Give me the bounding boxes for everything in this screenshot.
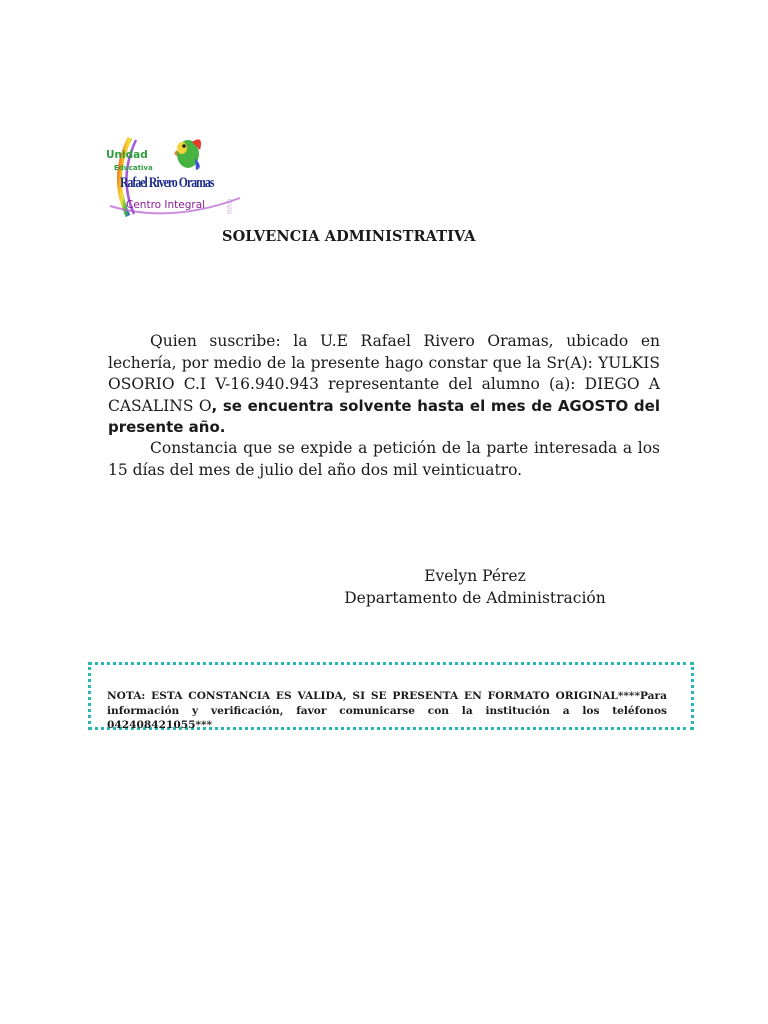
document-title: SOLVENCIA ADMINISTRATIVA	[222, 228, 476, 245]
paragraph-2-text: Constancia que se expide a petición de la parte interesada a los 15 días del mes de julio del año dos mil veinticuatro.	[108, 439, 660, 479]
note-bold: NOTA: ESTA CONSTANCIA ES VALIDA, SI SE PRESENTA EN FORMATO ORIGINAL	[107, 690, 618, 702]
note-rest: ****Para información y verificación, favor comunicarse con la institución a los teléfonos 042408421055***	[107, 690, 667, 731]
body-paragraph-2	[108, 438, 660, 481]
note-box	[88, 662, 694, 730]
paragraph-1-bold-text: , se encuentra solvente hasta el mes de AGOSTO del presente año.	[108, 396, 660, 436]
body-paragraph-1	[108, 331, 660, 439]
parrot-icon	[175, 139, 202, 170]
signature-department: Departamento de Administración	[344, 589, 606, 607]
paragraph-1-text: Quien suscribe: la U.E Rafael Rivero Oramas, ubicado en lechería, por medio de la presente hago constar que la Sr(A): YULKIS OSORIO C.I V-16.940.943 representante del alumno (a): DIEGO A CASALINS O	[108, 332, 660, 415]
logo-name: Rafael Rivero Oramas	[120, 175, 214, 191]
logo-subtitle: Centro Integral	[126, 199, 206, 211]
note-text	[107, 689, 667, 733]
signature-name: Evelyn Pérez	[424, 567, 526, 585]
svg-text:RRO: RRO	[226, 198, 234, 214]
school-logo	[100, 128, 250, 226]
logo-line1: Unidad	[106, 149, 148, 161]
logo-line2: Educativa	[114, 164, 153, 172]
